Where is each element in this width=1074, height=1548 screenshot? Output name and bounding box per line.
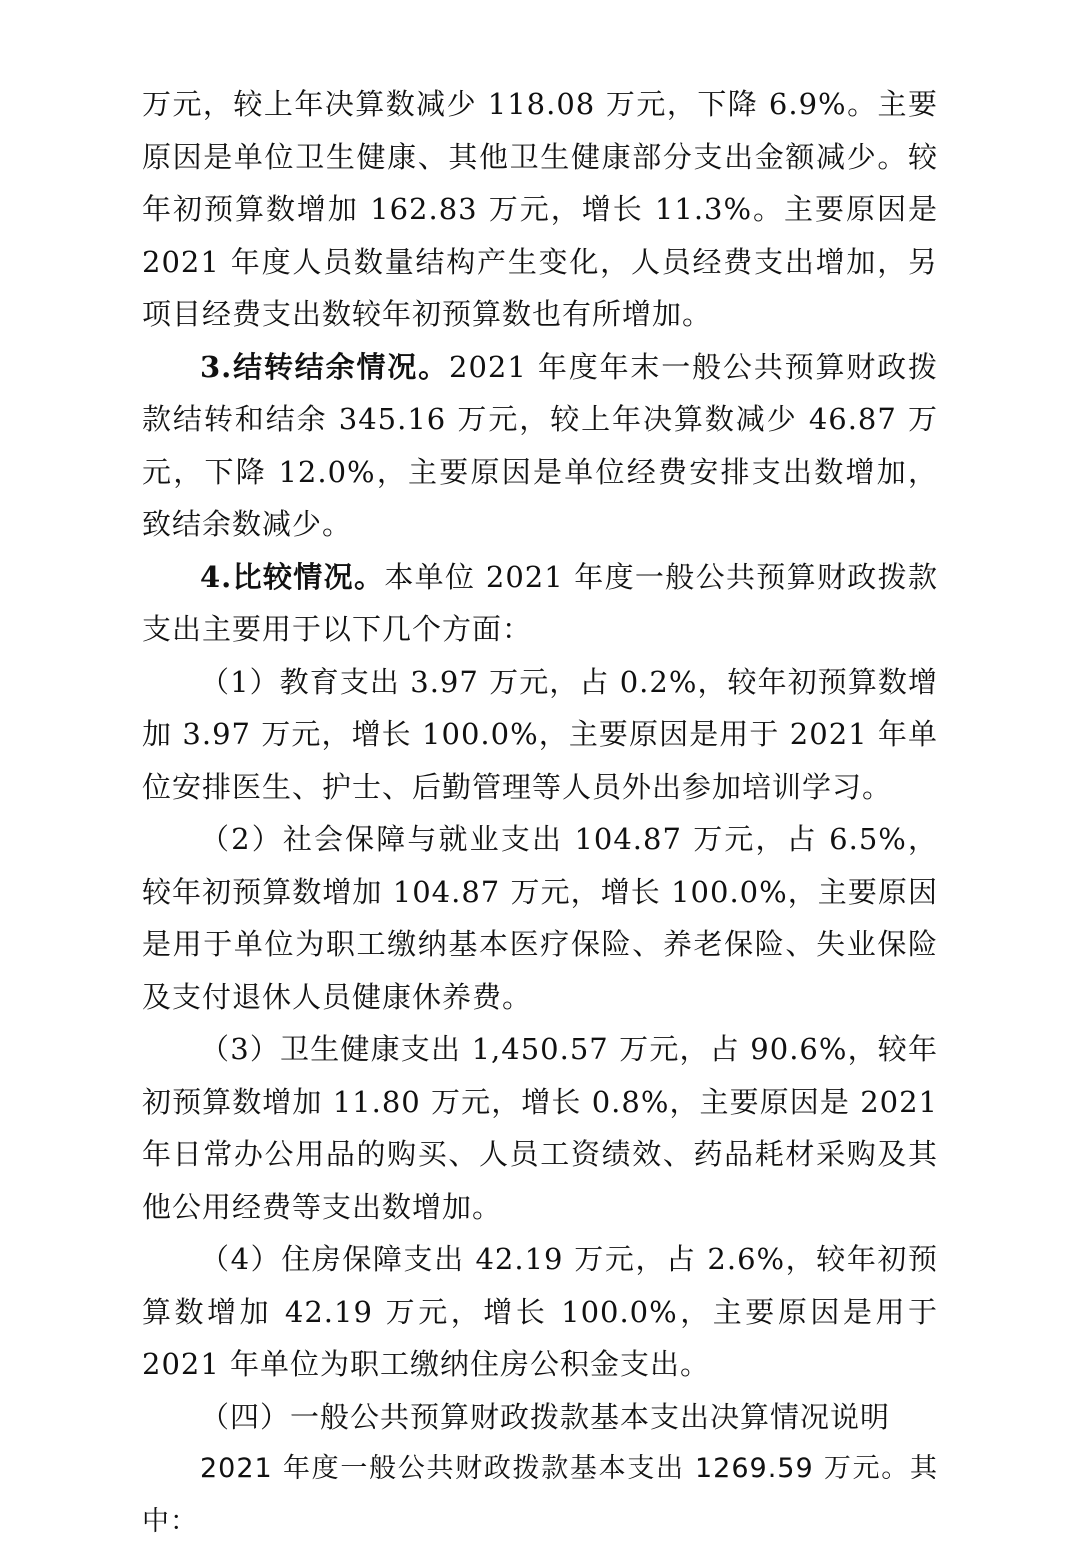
- paragraph-basic-expenditure: 2021 年度一般公共财政拨款基本支出 1269.59 万元。其中：: [142, 1453, 938, 1537]
- section-heading: （四）一般公共预算财政拨款基本支出决算情况说明: [200, 1399, 891, 1434]
- comparison-body: 本单位 2021 年度一般公共预算财政拨款支出主要用于以下几个方面：: [142, 559, 938, 646]
- list-item-education: （1）教育支出 3.97 万元，占 0.2%，较年初预算数增加 3.97 万元，增长 100.0%，主要原因是用于 2021 年单位安排医生、护士、后勤管理等人员外出参加培训学习。: [142, 664, 938, 804]
- paragraph-expenditure-change: 万元，较上年决算数减少 118.08 万元，下降 6.9%。主要原因是单位卫生健康、其他卫生健康部分支出金额减少。较年初预算数增加 162.83 万元，增长 11.3%。主要原因是 2021 年度人员数量结构产生变化，人员经费支出增加，另项目经费支出数较年初预算数也有所增加。: [142, 87, 938, 331]
- list-item-social-security: （2）社会保障与就业支出 104.87 万元，占 6.5%，较年初预算数增加 104.87 万元，增长 100.0%，主要原因是用于单位为职工缴纳基本医疗保险、养老保险、失业保险及支付退休人员健康休养费。: [142, 822, 938, 1014]
- list-item-health: （3）卫生健康支出 1,450.57 万元，占 90.6%，较年初预算数增加 11.80 万元，增长 0.8%，主要原因是 2021 年日常办公用品的购买、人员工资绩效、药品耗材采购及其他公用经费等支出数增加。: [142, 1032, 938, 1224]
- paragraph-comparison: [142, 551, 938, 656]
- list-item-housing: （4）住房保障支出 42.19 万元，占 2.6%，较年初预算数增加 42.19 万元，增长 100.0%，主要原因是用于 2021 年单位为职工缴纳住房公积金支出。: [142, 1242, 938, 1381]
- comparison-heading: 4.比较情况。: [200, 559, 385, 594]
- paragraph-carryover: [142, 341, 938, 551]
- carryover-body: 2021 年度年末一般公共预算财政拨款结转和结余 345.16 万元，较上年决算数减少 46.87 万元，下降 12.0%，主要原因是单位经费安排支出数增加，致结余数减少。: [142, 349, 938, 541]
- carryover-heading: 3.结转结余情况。: [200, 349, 450, 384]
- document-page: [142, 78, 938, 1548]
